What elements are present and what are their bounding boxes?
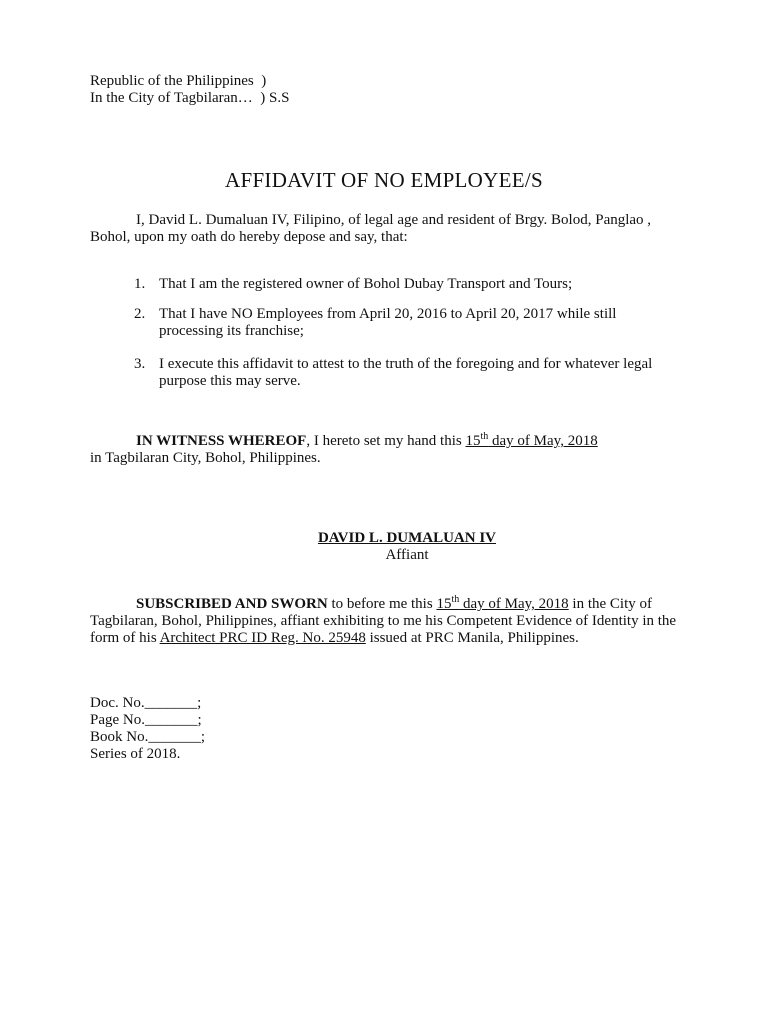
jurat-lead: SUBSCRIBED AND SWORN — [136, 596, 328, 612]
list-item-text: That I have NO Employees from April 20, 2016 to April 20, 2017 while still processing its franchise; — [159, 306, 617, 339]
venue-line-republic: Republic of the Philippines ) — [90, 73, 267, 89]
jurat-text-1: to before me this — [327, 596, 437, 612]
list-item — [90, 356, 682, 390]
witness-day: 15 — [465, 433, 481, 449]
notarial-register-block — [90, 695, 205, 763]
witness-day-suffix: th — [480, 431, 489, 442]
venue-line-city: In the City of Tagbilaran… ) S.S — [90, 90, 290, 106]
signature-block — [0, 530, 768, 564]
witness-text: , I hereto set my hand this — [306, 433, 466, 449]
witness-date-rest: day of May, 2018 — [488, 433, 598, 449]
witness-paragraph — [90, 433, 682, 467]
jurat-id: Architect PRC ID Reg. No. 25948 — [159, 630, 366, 646]
jurat-text-3: issued at PRC Manila, Philippines. — [365, 630, 579, 646]
list-item-number: 2. — [134, 306, 146, 322]
page-number: Page No._______; — [90, 712, 202, 728]
intro-text: I, David L. Dumaluan IV, Filipino, of legal age and resident of Brgy. Bolod, Panglao , Bohol, upon my oath do hereby depose and say, that: — [90, 212, 652, 245]
intro-paragraph — [90, 212, 682, 246]
list-item-number: 3. — [134, 356, 146, 372]
affiant-name: DAVID L. DUMALUAN IV — [317, 530, 497, 546]
list-item — [90, 306, 682, 340]
jurat-paragraph — [90, 596, 682, 647]
list-item-text: That I am the registered owner of Bohol Dubay Transport and Tours; — [159, 276, 573, 292]
list-item-text: I execute this affidavit to attest to the truth of the foregoing and for whatever legal purpose this may serve. — [159, 356, 653, 389]
series-year: Series of 2018. — [90, 746, 181, 762]
witness-lead: IN WITNESS WHEREOF — [136, 433, 307, 449]
jurat-day-suffix: th — [451, 594, 460, 605]
venue-block — [90, 73, 289, 107]
document-title: AFFIDAVIT OF NO EMPLOYEE/S — [225, 168, 543, 192]
doc-number: Doc. No._______; — [90, 695, 202, 711]
witness-date — [465, 433, 597, 449]
jurat-date-rest: day of May, 2018 — [459, 596, 569, 612]
witness-place: in Tagbilaran City, Bohol, Philippines. — [90, 450, 321, 466]
jurat-date — [436, 596, 568, 612]
jurat-text-2: in the City of Tagbilaran, Bohol, Philippines, affiant exhibiting to me his Competent Evidence of Identity in the form of his — [90, 596, 677, 646]
jurat-day: 15 — [436, 596, 452, 612]
book-number: Book No._______; — [90, 729, 206, 745]
list-item — [90, 276, 682, 293]
affiant-role: Affiant — [385, 547, 429, 563]
list-item-number: 1. — [134, 276, 146, 292]
